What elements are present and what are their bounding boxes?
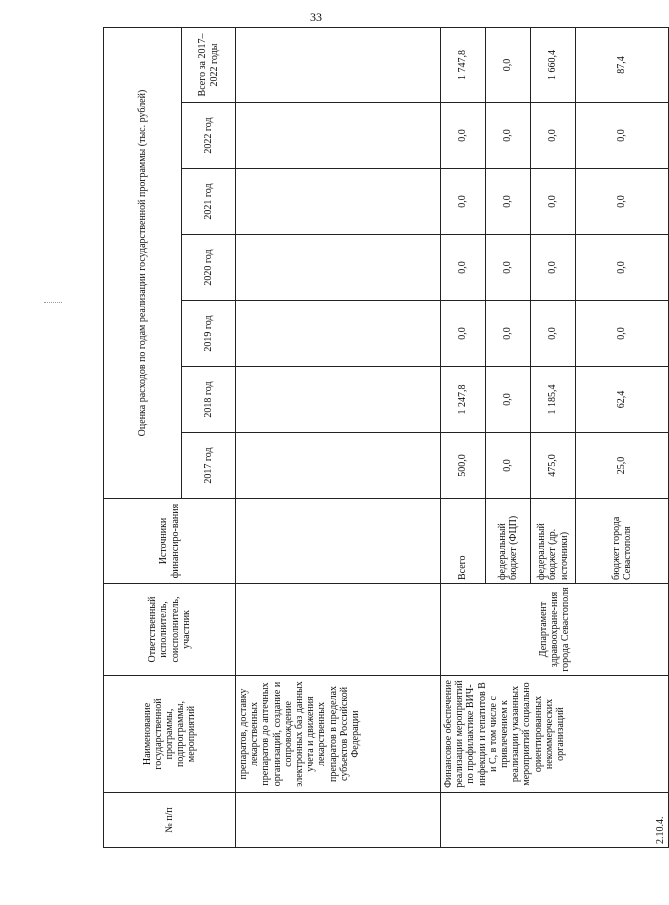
value-cell: 0,0 (486, 235, 531, 301)
header-total: Всего за 2017–2022 годы (182, 27, 236, 102)
value-cell: 500,0 (441, 433, 486, 499)
continuation-name: препаратов, доставку лекарственных препаратов до аптечных организаций, создание и сопровождение электронных баз данных учета и движения лекарственных препаратов в пределах субъектов Российской Федерации (236, 676, 441, 793)
value-cell: 0,0 (486, 433, 531, 499)
value-cell: 0,0 (441, 169, 486, 235)
item-number: 2.10.4. (441, 793, 669, 848)
value-cell: 0,0 (486, 169, 531, 235)
rotated-landscape-page (103, 28, 666, 848)
total-cell: 1 747,8 (441, 27, 486, 102)
header-sources: Источники финансиро-вания (104, 499, 236, 584)
header-number: № п/п (104, 793, 236, 848)
value-cell: 0,0 (531, 301, 576, 367)
value-cell: 0,0 (576, 169, 669, 235)
value-cell: 0,0 (576, 235, 669, 301)
item-name: Финансовое обеспечение реализации мероприятий по профилактике ВИЧ-инфекции и гепатитов В и С, в том числе с привлечением к реализации указанных мероприятий социально ориентированных некоммерческих организаций (441, 676, 669, 793)
header-executor: Ответственный исполнитель, соисполнитель, участник (104, 584, 236, 676)
table-row (441, 27, 486, 847)
value-cell: 0,0 (486, 301, 531, 367)
header-year-2017: 2017 год (182, 433, 236, 499)
value-cell: 0,0 (486, 367, 531, 433)
header-year-2021: 2021 год (182, 169, 236, 235)
value-cell: 62,4 (576, 367, 669, 433)
total-cell: 0,0 (486, 27, 531, 102)
value-cell: 0,0 (531, 235, 576, 301)
table-frame (103, 28, 666, 848)
continuation-number (236, 793, 441, 848)
value-cell: 0,0 (531, 169, 576, 235)
value-cell: 1 247,8 (441, 367, 486, 433)
item-executor: Департамент здравоохране-ния города Севастополя (441, 584, 669, 676)
value-cell: 0,0 (486, 103, 531, 169)
value-cell: 0,0 (441, 235, 486, 301)
source-label: бюджет города Севастополя (576, 499, 669, 584)
header-name: Наименование государственной программы, подпрограммы, мероприятий (104, 676, 236, 793)
header-year-2022: 2022 год (182, 103, 236, 169)
source-label: федеральный бюджет (др. источники) (531, 499, 576, 584)
value-cell: 0,0 (531, 103, 576, 169)
margin-mark (44, 302, 62, 309)
continuation-executor (236, 584, 441, 676)
page-number: 33 (310, 10, 322, 24)
total-cell: 1 660,4 (531, 27, 576, 102)
value-cell: 0,0 (576, 103, 669, 169)
value-cell: 25,0 (576, 433, 669, 499)
header-estimate: Оценка расходов по годам реализации государственной программы (тыс. рублей) (104, 27, 182, 498)
value-cell: 475,0 (531, 433, 576, 499)
continuation-row (236, 27, 441, 847)
expenditure-table (103, 27, 669, 848)
header-year-2020: 2020 год (182, 235, 236, 301)
value-cell: 0,0 (441, 103, 486, 169)
source-label: Всего (441, 499, 486, 584)
value-cell: 0,0 (441, 301, 486, 367)
value-cell: 1 185,4 (531, 367, 576, 433)
header-year-2019: 2019 год (182, 301, 236, 367)
source-label: федеральный бюджет (ФЦП) (486, 499, 531, 584)
value-cell: 0,0 (576, 301, 669, 367)
total-cell: 87,4 (576, 27, 669, 102)
continuation-source (236, 499, 441, 584)
header-year-2018: 2018 год (182, 367, 236, 433)
